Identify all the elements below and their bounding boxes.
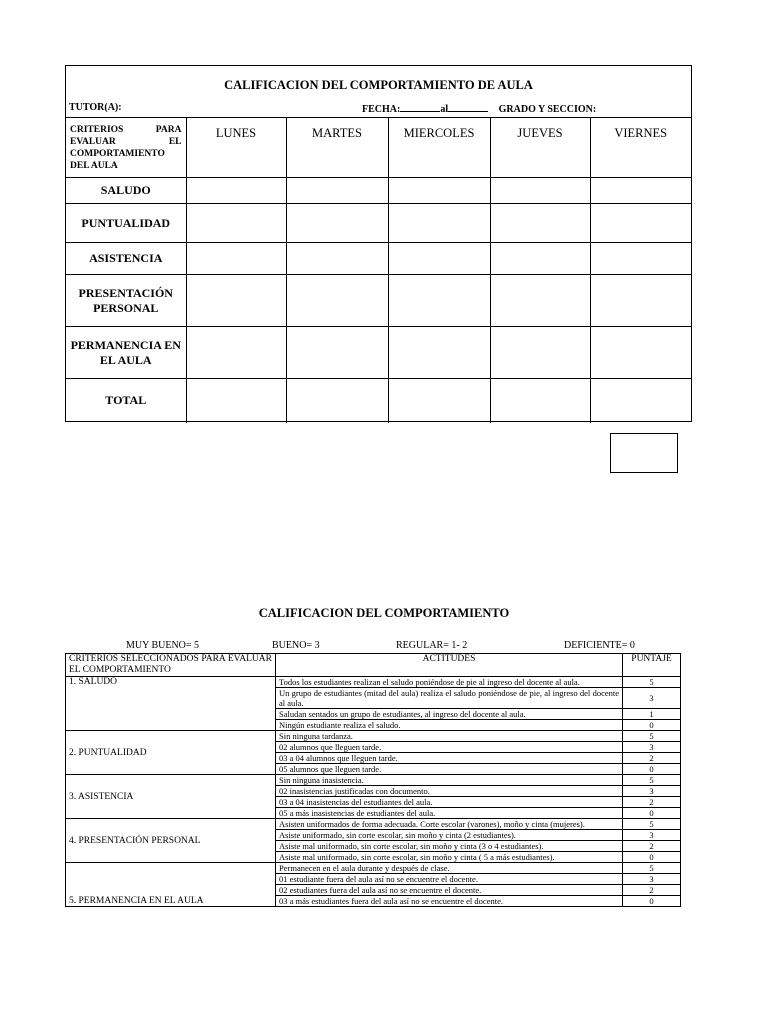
score-cell[interactable] [286, 275, 388, 327]
rubric-score: 5 [623, 863, 681, 874]
criterion-label: ASISTENCIA [66, 243, 186, 275]
rubric-score: 2 [623, 797, 681, 808]
rubric-row [66, 775, 681, 786]
rubric-table [65, 653, 681, 907]
criterion-label: SALUDO [66, 178, 186, 204]
day-header: JUEVES [490, 118, 590, 178]
rubric-attitude: Asiste mal uniformado, sin corte escolar, sin moño y cinta ( 5 a más estudiantes). [276, 852, 623, 863]
legend-muy-bueno: MUY BUENO= 5 [126, 640, 200, 651]
rubric-score: 3 [623, 742, 681, 753]
fecha-al: al [440, 104, 449, 115]
behavior-rating-form [65, 65, 692, 422]
rubric-attitude: 03 a más estudiantes fuera del aula así no se encuentre el docente. [276, 896, 623, 907]
rubric-attitude: Un grupo de estudiantes (mitad del aula) realiza el saludo poniéndose de pie, al ingreso del docente al aula. [276, 688, 623, 709]
rubric-score: 5 [623, 731, 681, 742]
rubric-attitude: Asiste uniformado, sin corte escolar, sin moño y cinta (2 estudiantes). [276, 830, 623, 841]
weekly-grid [66, 117, 691, 423]
rubric-row [66, 731, 681, 742]
score-cell[interactable] [490, 243, 590, 275]
rubric-attitude: 02 alumnos que lleguen tarde. [276, 742, 623, 753]
score-cell[interactable] [388, 275, 490, 327]
day-header: LUNES [186, 118, 286, 178]
rubric-title: CALIFICACION DEL COMPORTAMIENTO [258, 606, 510, 620]
rubric-attitude: 05 a más inasistencias de estudiantes del aula. [276, 808, 623, 819]
rubric-score: 2 [623, 841, 681, 852]
rubric-attitude: Saludan sentados un grupo de estudiantes, al ingreso del docente al aula. [276, 709, 623, 720]
rubric-attitude: 02 inasistencias justificadas con documento. [276, 786, 623, 797]
grid-row [66, 327, 691, 379]
rubric-attitude: 03 a 04 inasistencias del estudiantes del aula. [276, 797, 623, 808]
rubric-attitude: Sin ninguna tardanza. [276, 731, 623, 742]
rubric-score: 2 [623, 753, 681, 764]
score-cell[interactable] [490, 204, 590, 243]
score-cell[interactable] [186, 379, 286, 423]
score-cell[interactable] [186, 243, 286, 275]
criteria-header: CRITERIOS PARA EVALUAR EL COMPORTAMIENTO DEL AULA [66, 118, 186, 178]
rubric-score: 0 [623, 764, 681, 775]
rubric-score: 0 [623, 852, 681, 863]
criterion-label: PERMANENCIA EN EL AULA [66, 327, 186, 379]
rubric-attitude: Permanecen en el aula durante y después de clase. [276, 863, 623, 874]
score-cell[interactable] [590, 379, 691, 423]
score-cell[interactable] [388, 379, 490, 423]
day-header: MARTES [286, 118, 388, 178]
score-cell[interactable] [388, 327, 490, 379]
score-cell[interactable] [590, 178, 691, 204]
score-cell[interactable] [286, 379, 388, 423]
day-header: MIERCOLES [388, 118, 490, 178]
rubric-puntaje-header: PUNTAJE [623, 654, 681, 677]
form-title: CALIFICACION DEL COMPORTAMIENTO DE AULA [224, 78, 533, 92]
rubric-score: 2 [623, 885, 681, 896]
rubric-criterion-name: 5. PERMANENCIA EN EL AULA [66, 863, 276, 907]
criterion-label: PRESENTACIÓN PERSONAL [66, 275, 186, 327]
rubric-score: 3 [623, 786, 681, 797]
date-from-blank[interactable] [400, 102, 440, 112]
score-cell[interactable] [186, 204, 286, 243]
rubric-row [66, 819, 681, 830]
rubric-criterion-name: 4. PRESENTACIÓN PERSONAL [66, 819, 276, 863]
rubric-score: 5 [623, 775, 681, 786]
score-cell[interactable] [490, 327, 590, 379]
score-cell[interactable] [186, 178, 286, 204]
rubric-criteria-header: CRITERIOS SELECCIONADOS PARA EVALUAR EL COMPORTAMIENTO [66, 654, 276, 677]
rubric-score: 3 [623, 874, 681, 885]
rubric-attitude: 03 a 04 alumnos que lleguen tarde. [276, 753, 623, 764]
criterion-label: TOTAL [66, 379, 186, 423]
score-cell[interactable] [590, 275, 691, 327]
rubric-score: 0 [623, 720, 681, 731]
rubric-score: 3 [623, 830, 681, 841]
rubric-score: 0 [623, 808, 681, 819]
score-cell[interactable] [286, 243, 388, 275]
rubric-row [66, 863, 681, 874]
criterion-label: PUNTUALIDAD [66, 204, 186, 243]
grid-row [66, 379, 691, 423]
score-cell[interactable] [388, 178, 490, 204]
legend-bueno: BUENO= 3 [272, 640, 320, 651]
rubric-actitudes-header: ACTITUDES [276, 654, 623, 677]
score-cell[interactable] [186, 327, 286, 379]
score-cell[interactable] [490, 379, 590, 423]
rubric-criterion-name: 2. PUNTUALIDAD [66, 731, 276, 775]
score-cell[interactable] [590, 243, 691, 275]
score-cell[interactable] [590, 327, 691, 379]
legend-deficiente: DEFICIENTE= 0 [564, 640, 635, 651]
rubric-attitude: Ningún estudiante realiza el saludo. [276, 720, 623, 731]
date-to-blank[interactable] [448, 102, 488, 112]
legend-regular: REGULAR= 1- 2 [396, 640, 468, 651]
grid-row [66, 178, 691, 204]
rubric-score: 5 [623, 819, 681, 830]
date-line [362, 102, 596, 115]
rubric-score: 3 [623, 688, 681, 709]
rubric-attitude: Todos los estudiantes realizan el saludo poniéndose de pie al ingreso del docente al aula. [276, 677, 623, 688]
grid-row [66, 204, 691, 243]
rubric-attitude: Sin ninguna inasistencia. [276, 775, 623, 786]
rubric-criterion-name: 1. SALUDO [66, 677, 276, 731]
score-cell[interactable] [286, 178, 388, 204]
grid-row [66, 275, 691, 327]
rubric-score: 1 [623, 709, 681, 720]
rubric-criterion-name: 3. ASISTENCIA [66, 775, 276, 819]
score-cell[interactable] [590, 204, 691, 243]
score-cell[interactable] [388, 204, 490, 243]
total-score-box[interactable] [610, 433, 678, 473]
grado-label: GRADO Y SECCION: [498, 104, 597, 115]
score-cell[interactable] [490, 178, 590, 204]
tutor-label: TUTOR(A): [69, 102, 122, 113]
score-cell[interactable] [388, 243, 490, 275]
score-cell[interactable] [286, 204, 388, 243]
rubric-attitude: 01 estudiante fuera del aula así no se encuentre el docente. [276, 874, 623, 885]
score-cell[interactable] [490, 275, 590, 327]
rubric-attitude: 05 alumnos que lleguen tarde. [276, 764, 623, 775]
score-cell[interactable] [186, 275, 286, 327]
rubric-attitude: 02 estudiantes fuera del aula así no se encuentre el docente. [276, 885, 623, 896]
fecha-label: FECHA: [362, 104, 401, 115]
score-cell[interactable] [286, 327, 388, 379]
day-header: VIERNES [590, 118, 691, 178]
rubric-row [66, 677, 681, 688]
grid-row [66, 243, 691, 275]
rubric-attitude: Asiste mal uniformado, sin corte escolar, sin moño y cinta (3 o 4 estudiantes). [276, 841, 623, 852]
rubric-score: 0 [623, 896, 681, 907]
rubric-score: 5 [623, 677, 681, 688]
rubric-attitude: Asisten uniformados de forma adecuada. Corte escolar (varones), moño y cinta (mujeres). [276, 819, 623, 830]
